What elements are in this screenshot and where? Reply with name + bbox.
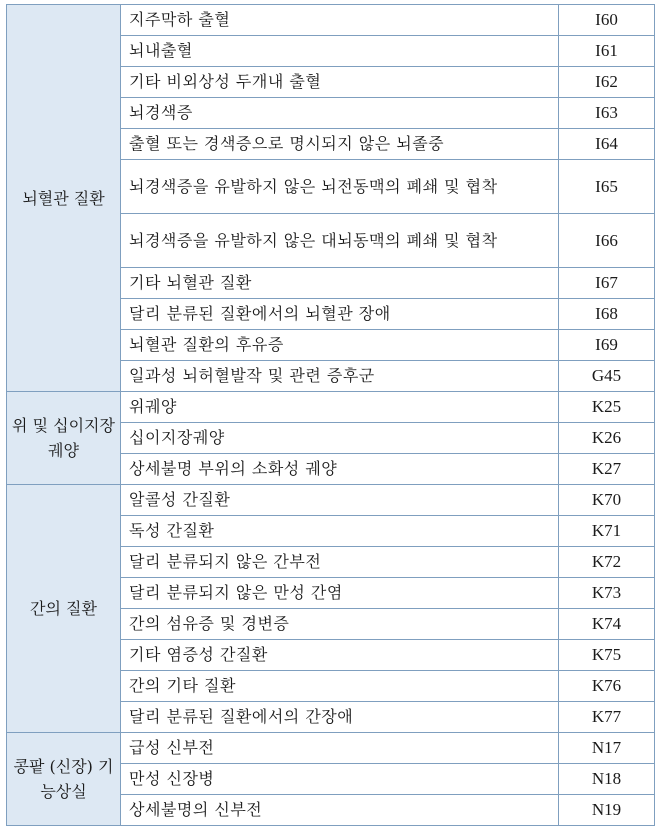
disease-code: K75: [559, 640, 655, 671]
disease-code: K74: [559, 609, 655, 640]
disease-code: K77: [559, 702, 655, 733]
disease-code: N18: [559, 764, 655, 795]
group-label-ulcer: 위 및 십이지장궤양: [7, 392, 121, 485]
disease-code: I67: [559, 268, 655, 299]
disease-name: 간의 섬유증 및 경변증: [121, 609, 559, 640]
group-label-kidney: 콩팥 (신장) 기능상실: [7, 733, 121, 826]
disease-code: I60: [559, 5, 655, 36]
disease-code: K76: [559, 671, 655, 702]
table-row: [7, 392, 655, 423]
disease-name: 알콜성 간질환: [121, 485, 559, 516]
disease-code: K27: [559, 454, 655, 485]
disease-name: 뇌혈관 질환의 후유증: [121, 330, 559, 361]
disease-code: K70: [559, 485, 655, 516]
disease-code: N19: [559, 795, 655, 826]
disease-name: 뇌경색증: [121, 98, 559, 129]
disease-name: 달리 분류되지 않은 만성 간염: [121, 578, 559, 609]
disease-code: I64: [559, 129, 655, 160]
disease-code: I68: [559, 299, 655, 330]
group-label-liver: 간의 질환: [7, 485, 121, 733]
disease-name: 기타 뇌혈관 질환: [121, 268, 559, 299]
table-row: [7, 5, 655, 36]
disease-name: 위궤양: [121, 392, 559, 423]
disease-name: 급성 신부전: [121, 733, 559, 764]
disease-code: I65: [559, 160, 655, 214]
disease-name: 출혈 또는 경색증으로 명시되지 않은 뇌졸중: [121, 129, 559, 160]
disease-name: 지주막하 출혈: [121, 5, 559, 36]
disease-code-table: [6, 4, 655, 826]
disease-name: 뇌경색증을 유발하지 않은 대뇌동맥의 폐쇄 및 협착: [121, 214, 559, 268]
disease-code: I66: [559, 214, 655, 268]
disease-name: 달리 분류되지 않은 간부전: [121, 547, 559, 578]
disease-code: I61: [559, 36, 655, 67]
disease-code: K71: [559, 516, 655, 547]
disease-name: 기타 염증성 간질환: [121, 640, 559, 671]
disease-code: N17: [559, 733, 655, 764]
disease-code: G45: [559, 361, 655, 392]
disease-code: I63: [559, 98, 655, 129]
disease-code: I62: [559, 67, 655, 98]
disease-name: 달리 분류된 질환에서의 뇌혈관 장애: [121, 299, 559, 330]
disease-code: K72: [559, 547, 655, 578]
disease-code: K73: [559, 578, 655, 609]
disease-name: 상세불명의 신부전: [121, 795, 559, 826]
disease-name: 기타 비외상성 두개내 출혈: [121, 67, 559, 98]
disease-name: 독성 간질환: [121, 516, 559, 547]
group-label-cerebrovascular: 뇌혈관 질환: [7, 5, 121, 392]
disease-code: I69: [559, 330, 655, 361]
disease-name: 뇌내출혈: [121, 36, 559, 67]
disease-name: 일과성 뇌허혈발작 및 관련 증후군: [121, 361, 559, 392]
disease-code: K25: [559, 392, 655, 423]
disease-name: 만성 신장병: [121, 764, 559, 795]
disease-name: 십이지장궤양: [121, 423, 559, 454]
disease-name: 간의 기타 질환: [121, 671, 559, 702]
disease-name: 달리 분류된 질환에서의 간장애: [121, 702, 559, 733]
disease-code: K26: [559, 423, 655, 454]
disease-name: 상세불명 부위의 소화성 궤양: [121, 454, 559, 485]
table-row: [7, 733, 655, 764]
table-row: [7, 485, 655, 516]
disease-name: 뇌경색증을 유발하지 않은 뇌전동맥의 폐쇄 및 협착: [121, 160, 559, 214]
